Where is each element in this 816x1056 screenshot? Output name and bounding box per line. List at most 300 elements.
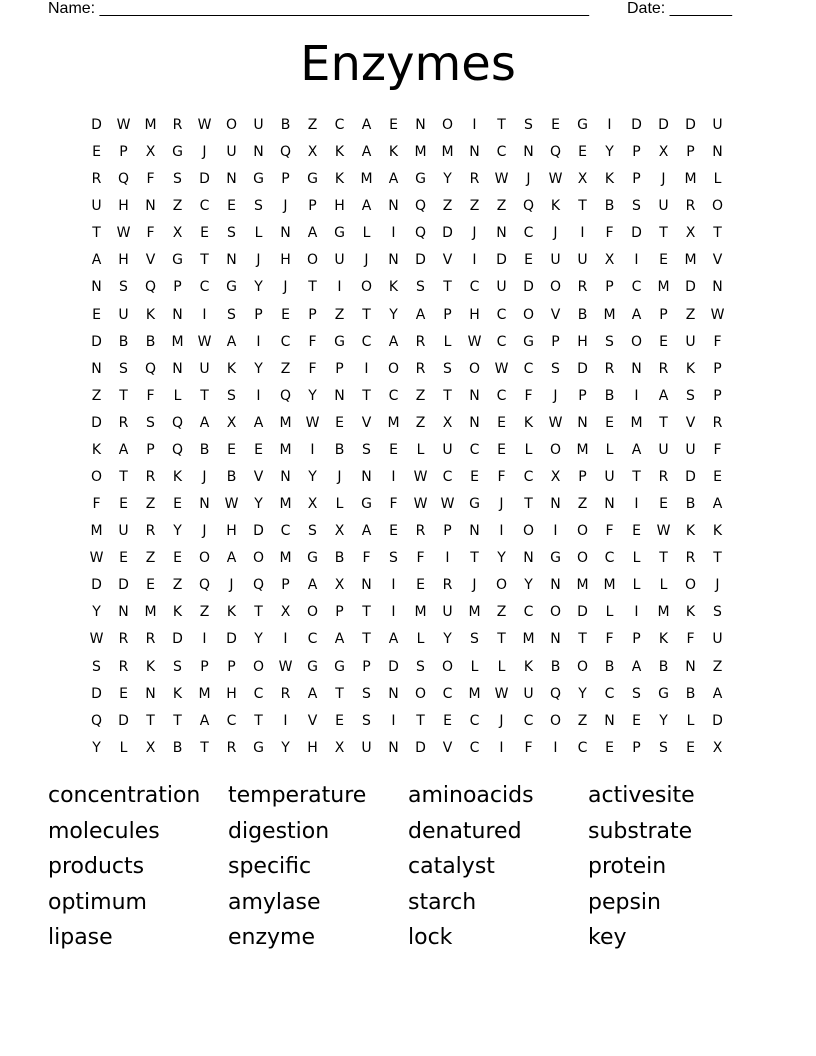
grid-row xyxy=(83,518,731,545)
grid-letter: B xyxy=(280,117,291,133)
word-list-item: optimum xyxy=(48,889,147,915)
grid-letter: L xyxy=(632,550,641,567)
grid-letter: U xyxy=(199,360,210,377)
grid-letter: L xyxy=(443,333,452,350)
grid-letter: C xyxy=(442,469,453,486)
grid-letter: N xyxy=(469,523,480,540)
grid-letter: R xyxy=(658,360,669,377)
grid-letter: Q xyxy=(252,577,265,594)
grid-letter: Z xyxy=(442,198,453,215)
grid-letter: S xyxy=(227,387,236,404)
grid-letter: Q xyxy=(117,171,130,188)
grid-letter: K xyxy=(523,414,534,431)
grid-letter: N xyxy=(145,198,156,215)
grid-letter: M xyxy=(279,414,292,431)
grid-row xyxy=(83,166,731,193)
word-list-item: activesite xyxy=(588,783,695,808)
grid-letter: I xyxy=(202,306,207,323)
grid-letter: J xyxy=(256,252,261,269)
grid-letter: P xyxy=(281,171,290,188)
grid-letter: W xyxy=(197,333,212,350)
word-list-item: amylase xyxy=(228,889,321,915)
grid-letter: P xyxy=(308,306,317,323)
word-list-item: concentration xyxy=(48,783,201,808)
grid-letter: C xyxy=(226,712,237,729)
grid-letter: I xyxy=(607,117,612,133)
grid-letter: E xyxy=(632,712,641,729)
grid-letter: T xyxy=(119,469,128,486)
grid-letter: J xyxy=(661,171,666,188)
grid-letter: D xyxy=(685,469,696,486)
grid-letter: U xyxy=(496,279,507,296)
grid-letter: Q xyxy=(144,279,157,296)
grid-letter: A xyxy=(361,144,372,161)
grid-letter: S xyxy=(389,550,398,567)
grid-letter: M xyxy=(198,685,211,702)
grid-letter: G xyxy=(577,117,588,133)
grid-letter: R xyxy=(145,523,156,540)
grid-letter: N xyxy=(361,469,372,486)
grid-letter: P xyxy=(146,441,155,458)
grid-letter: T xyxy=(659,414,668,431)
grid-letter: G xyxy=(307,171,318,188)
grid-letter: I xyxy=(256,387,261,404)
grid-letter: E xyxy=(227,198,236,215)
grid-letter: Y xyxy=(254,631,263,648)
grid-letter: N xyxy=(280,225,291,242)
grid-letter: N xyxy=(685,658,696,675)
grid-letter: M xyxy=(468,604,481,621)
grid-letter: Y xyxy=(497,550,506,567)
grid-row xyxy=(83,654,731,681)
grid-letter: B xyxy=(550,658,561,675)
grid-letter: I xyxy=(634,496,639,513)
grid-letter: O xyxy=(576,550,589,567)
grid-letter: R xyxy=(118,631,129,648)
grid-letter: E xyxy=(524,252,533,269)
grid-letter: Y xyxy=(173,523,182,540)
grid-letter: B xyxy=(145,333,156,350)
grid-letter: D xyxy=(712,712,723,729)
grid-letter: T xyxy=(713,550,722,567)
grid-letter: T xyxy=(362,306,371,323)
grid-letter: Z xyxy=(685,306,696,323)
grid-letter: B xyxy=(226,469,237,486)
grid-letter: C xyxy=(469,279,480,296)
grid-letter: T xyxy=(92,225,101,242)
grid-letter: E xyxy=(605,739,614,756)
grid-letter: T xyxy=(335,685,344,702)
grid-letter: M xyxy=(522,631,535,648)
grid-letter: M xyxy=(360,171,373,188)
grid-row xyxy=(83,274,731,301)
grid-letter: P xyxy=(578,387,587,404)
grid-letter: Y xyxy=(389,306,398,323)
grid-letter: E xyxy=(713,469,722,486)
grid-letter: O xyxy=(252,550,265,567)
grid-letter: N xyxy=(334,387,345,404)
grid-row xyxy=(83,437,731,464)
grid-letter: N xyxy=(172,306,183,323)
grid-letter: W xyxy=(494,685,509,702)
grid-letter: C xyxy=(280,523,291,540)
grid-letter: H xyxy=(118,198,129,215)
grid-letter: U xyxy=(253,117,264,133)
grid-letter: W xyxy=(656,523,671,540)
grid-letter: O xyxy=(441,658,454,675)
grid-letter: N xyxy=(280,469,291,486)
grid-letter: S xyxy=(92,658,101,675)
grid-letter: I xyxy=(391,712,396,729)
grid-letter: D xyxy=(415,739,426,756)
grid-letter: E xyxy=(335,712,344,729)
grid-letter: M xyxy=(468,685,481,702)
grid-letter: F xyxy=(389,496,398,513)
grid-row xyxy=(83,112,731,139)
grid-letter: F xyxy=(146,387,155,404)
grid-letter: K xyxy=(172,469,183,486)
grid-row xyxy=(83,626,731,653)
grid-letter: A xyxy=(631,441,642,458)
grid-letter: M xyxy=(144,117,157,133)
grid-letter: N xyxy=(550,631,561,648)
grid-letter: P xyxy=(227,658,236,675)
grid-letter: G xyxy=(415,171,426,188)
grid-letter: I xyxy=(634,387,639,404)
grid-letter: D xyxy=(91,117,102,133)
grid-letter: Q xyxy=(522,198,535,215)
grid-letter: R xyxy=(415,523,426,540)
grid-letter: D xyxy=(172,631,183,648)
grid-letter: O xyxy=(522,523,535,540)
grid-letter: T xyxy=(200,739,209,756)
grid-letter: D xyxy=(631,117,642,133)
grid-letter: L xyxy=(605,441,614,458)
grid-letter: Q xyxy=(279,144,292,161)
grid-letter: K xyxy=(145,658,156,675)
grid-letter: S xyxy=(605,333,614,350)
grid-letter: L xyxy=(632,577,641,594)
grid-letter: P xyxy=(443,523,452,540)
grid-letter: C xyxy=(442,685,453,702)
grid-letter: V xyxy=(361,414,372,431)
grid-letter: J xyxy=(499,496,504,513)
grid-letter: O xyxy=(414,685,427,702)
grid-letter: A xyxy=(91,252,102,269)
grid-letter: F xyxy=(362,550,371,567)
grid-letter: I xyxy=(499,739,504,756)
grid-letter: I xyxy=(202,631,207,648)
grid-letter: I xyxy=(283,712,288,729)
grid-letter: M xyxy=(144,604,157,621)
grid-letter: Y xyxy=(443,171,452,188)
grid-letter: M xyxy=(90,523,103,540)
grid-letter: I xyxy=(391,469,396,486)
grid-letter: Z xyxy=(496,604,507,621)
grid-letter: B xyxy=(118,333,129,350)
grid-letter: Z xyxy=(145,496,156,513)
grid-letter: T xyxy=(659,225,668,242)
grid-letter: M xyxy=(279,550,292,567)
grid-letter: N xyxy=(496,225,507,242)
grid-letter: T xyxy=(443,279,452,296)
grid-letter: W xyxy=(494,360,509,377)
grid-letter: Q xyxy=(414,225,427,242)
grid-letter: F xyxy=(146,225,155,242)
grid-letter: I xyxy=(472,252,477,269)
word-list-item: products xyxy=(48,854,145,880)
grid-letter: S xyxy=(632,685,641,702)
grid-letter: S xyxy=(362,441,371,458)
grid-letter: L xyxy=(713,171,722,188)
grid-letter: M xyxy=(576,441,589,458)
grid-letter: O xyxy=(198,550,211,567)
grid-letter: T xyxy=(470,550,479,567)
grid-letter: A xyxy=(631,306,642,323)
grid-letter: X xyxy=(280,604,291,621)
grid-letter: K xyxy=(172,604,183,621)
grid-letter: U xyxy=(118,523,129,540)
grid-letter: N xyxy=(361,577,372,594)
word-list-item: molecules xyxy=(48,818,160,844)
grid-letter: S xyxy=(254,198,263,215)
grid-letter: K xyxy=(172,685,183,702)
grid-letter: W xyxy=(440,496,455,513)
grid-letter: J xyxy=(283,279,288,296)
grid-letter: V xyxy=(550,306,561,323)
grid-letter: O xyxy=(306,252,319,269)
word-list-item: starch xyxy=(408,889,477,915)
grid-letter: Q xyxy=(144,360,157,377)
grid-letter: U xyxy=(442,604,453,621)
grid-letter: U xyxy=(604,469,615,486)
grid-letter: R xyxy=(226,739,237,756)
grid-letter: D xyxy=(631,225,642,242)
grid-letter: T xyxy=(659,550,668,567)
grid-letter: L xyxy=(173,387,182,404)
grid-row xyxy=(83,220,731,247)
grid-letter: Z xyxy=(415,387,426,404)
grid-letter: Z xyxy=(334,306,345,323)
grid-letter: J xyxy=(202,144,207,161)
grid-letter: I xyxy=(580,225,585,242)
grid-letter: W xyxy=(467,333,482,350)
grid-letter: T xyxy=(173,712,182,729)
grid-letter: P xyxy=(173,279,182,296)
grid-letter: J xyxy=(553,225,558,242)
grid-letter: G xyxy=(550,550,561,567)
grid-letter: D xyxy=(442,225,453,242)
grid-letter: O xyxy=(495,577,508,594)
grid-letter: G xyxy=(172,144,183,161)
grid-letter: P xyxy=(254,306,263,323)
grid-letter: R xyxy=(712,414,723,431)
grid-letter: E xyxy=(92,144,101,161)
grid-letter: P xyxy=(335,604,344,621)
grid-letter: H xyxy=(226,523,237,540)
grid-letter: X xyxy=(550,469,561,486)
grid-letter: B xyxy=(199,441,210,458)
grid-letter: D xyxy=(91,685,102,702)
grid-letter: F xyxy=(497,469,506,486)
grid-letter: N xyxy=(712,144,723,161)
grid-letter: Y xyxy=(254,279,263,296)
grid-letter: F xyxy=(524,739,533,756)
grid-letter: O xyxy=(549,441,562,458)
grid-letter: C xyxy=(523,712,534,729)
grid-letter: Y xyxy=(254,360,263,377)
grid-letter: S xyxy=(227,306,236,323)
grid-letter: K xyxy=(712,523,723,540)
grid-letter: Q xyxy=(171,441,184,458)
grid-letter: N xyxy=(469,144,480,161)
grid-letter: O xyxy=(576,658,589,675)
grid-letter: I xyxy=(445,550,450,567)
grid-letter: R xyxy=(685,550,696,567)
grid-row xyxy=(83,356,731,383)
grid-letter: L xyxy=(416,441,425,458)
grid-letter: K xyxy=(550,198,561,215)
grid-letter: N xyxy=(388,685,399,702)
grid-letter: D xyxy=(415,252,426,269)
grid-letter: J xyxy=(472,577,477,594)
grid-letter: K xyxy=(685,360,696,377)
grid-letter: U xyxy=(91,198,102,215)
grid-letter: D xyxy=(388,658,399,675)
grid-letter: W xyxy=(548,171,563,188)
grid-letter: D xyxy=(91,333,102,350)
grid-letter: N xyxy=(388,198,399,215)
grid-letter: D xyxy=(91,577,102,594)
grid-letter: S xyxy=(551,360,560,377)
grid-letter: C xyxy=(388,387,399,404)
grid-letter: O xyxy=(522,306,535,323)
grid-letter: I xyxy=(553,523,558,540)
grid-letter: T xyxy=(713,225,722,242)
grid-letter: I xyxy=(391,604,396,621)
grid-letter: N xyxy=(415,117,426,133)
grid-letter: E xyxy=(173,550,182,567)
grid-letter: O xyxy=(711,198,724,215)
grid-letter: T xyxy=(254,712,263,729)
grid-letter: W xyxy=(278,658,293,675)
grid-letter: N xyxy=(226,171,237,188)
grid-letter: N xyxy=(577,414,588,431)
grid-letter: Y xyxy=(578,685,587,702)
grid-letter: A xyxy=(361,117,372,133)
word-list-item: digestion xyxy=(228,818,330,844)
grid-letter: N xyxy=(604,712,615,729)
grid-letter: J xyxy=(499,712,504,729)
grid-letter: R xyxy=(172,117,183,133)
grid-letter: R xyxy=(415,360,426,377)
grid-letter: G xyxy=(469,496,480,513)
grid-letter: P xyxy=(686,144,695,161)
grid-letter: W xyxy=(305,414,320,431)
grid-letter: G xyxy=(253,171,264,188)
grid-letter: S xyxy=(470,631,479,648)
grid-letter: R xyxy=(145,631,156,648)
grid-row xyxy=(83,247,731,274)
grid-letter: J xyxy=(283,198,288,215)
grid-letter: F xyxy=(713,441,722,458)
grid-letter: T xyxy=(362,387,371,404)
grid-letter: U xyxy=(685,333,696,350)
grid-letter: Z xyxy=(415,414,426,431)
grid-letter: C xyxy=(469,441,480,458)
grid-letter: B xyxy=(577,306,588,323)
grid-letter: X xyxy=(658,144,669,161)
grid-letter: E xyxy=(173,496,182,513)
grid-letter: N xyxy=(118,604,129,621)
grid-letter: I xyxy=(634,604,639,621)
grid-letter: U xyxy=(712,117,723,133)
grid-letter: S xyxy=(362,685,371,702)
grid-letter: E xyxy=(686,739,695,756)
grid-letter: R xyxy=(91,171,102,188)
grid-letter: D xyxy=(685,279,696,296)
grid-letter: T xyxy=(254,604,263,621)
grid-letter: W xyxy=(89,631,104,648)
grid-letter: E xyxy=(605,414,614,431)
grid-row xyxy=(83,599,731,626)
grid-letter: N xyxy=(91,360,102,377)
grid-letter: P xyxy=(362,658,371,675)
grid-letter: K xyxy=(91,441,102,458)
grid-letter: R xyxy=(118,414,129,431)
grid-letter: X xyxy=(226,414,237,431)
grid-letter: W xyxy=(710,306,725,323)
grid-letter: U xyxy=(118,306,129,323)
grid-letter: I xyxy=(364,360,369,377)
grid-letter: K xyxy=(658,631,669,648)
word-list-item: substrate xyxy=(588,818,693,844)
grid-letter: P xyxy=(281,577,290,594)
grid-letter: X xyxy=(307,144,318,161)
grid-letter: F xyxy=(605,631,614,648)
grid-letter: H xyxy=(334,198,345,215)
grid-letter: F xyxy=(308,333,317,350)
grid-letter: Z xyxy=(199,604,210,621)
grid-letter: K xyxy=(334,171,345,188)
grid-letter: T xyxy=(200,387,209,404)
grid-letter: J xyxy=(202,469,207,486)
grid-letter: Y xyxy=(92,739,101,756)
grid-letter: B xyxy=(604,658,615,675)
grid-letter: A xyxy=(712,496,723,513)
grid-letter: Q xyxy=(279,387,292,404)
grid-letter: D xyxy=(658,117,669,133)
grid-letter: E xyxy=(200,225,209,242)
grid-letter: O xyxy=(549,279,562,296)
grid-letter: P xyxy=(713,360,722,377)
grid-letter: U xyxy=(334,252,345,269)
grid-letter: O xyxy=(576,523,589,540)
grid-letter: X xyxy=(307,496,318,513)
grid-letter: M xyxy=(657,279,670,296)
grid-letter: Y xyxy=(308,387,317,404)
grid-letter: P xyxy=(713,387,722,404)
grid-letter: K xyxy=(334,144,345,161)
grid-letter: D xyxy=(199,171,210,188)
grid-letter: E xyxy=(578,144,587,161)
grid-letter: O xyxy=(630,333,643,350)
grid-letter: L xyxy=(362,225,371,242)
grid-letter: M xyxy=(387,414,400,431)
grid-letter: C xyxy=(361,333,372,350)
grid-letter: U xyxy=(685,441,696,458)
grid-row xyxy=(83,193,731,220)
